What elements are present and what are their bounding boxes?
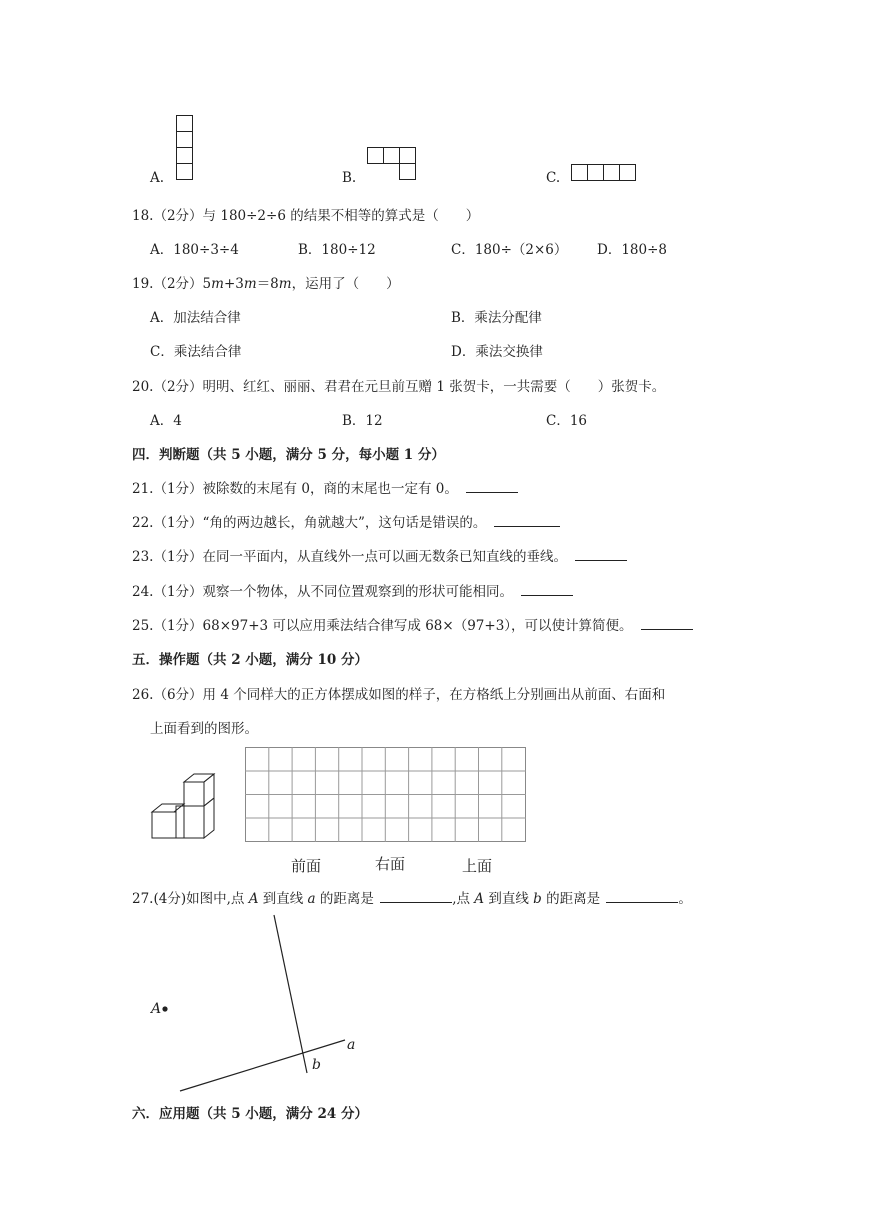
q23 bbox=[132, 545, 627, 565]
q27-text: 的距离是 bbox=[541, 891, 605, 907]
q19-var-m: m bbox=[211, 276, 224, 292]
q26-caption-top: 上面 bbox=[462, 857, 493, 875]
q27-stem bbox=[132, 887, 692, 907]
q27-var-b: b bbox=[533, 891, 542, 907]
q19-stem-suffix: ，运用了（ ） bbox=[291, 276, 400, 292]
q27-answer-blank-1[interactable] bbox=[380, 888, 452, 903]
q27-answer-blank-2[interactable] bbox=[606, 888, 678, 903]
q20-stem: 20.（2分）明明、红红、丽丽、君君在元旦前互赠 1 张贺卡，一共需要（ ）张贺卡。 bbox=[132, 379, 666, 395]
q26-cube-figure bbox=[150, 772, 220, 842]
section-5-title: 五．操作题（共 2 小题，满分 10 分） bbox=[132, 652, 368, 668]
q18-option-c: C．180÷（2×6） bbox=[451, 242, 568, 258]
q27-var-a: a bbox=[307, 891, 316, 907]
q27-var-A: A bbox=[474, 891, 485, 907]
q17-option-c-label: C. bbox=[546, 170, 561, 186]
q17-option-b-figure bbox=[367, 147, 419, 183]
q27-text: 到直线 bbox=[258, 891, 308, 907]
q19-stem-prefix: 19.（2分）5 bbox=[132, 276, 212, 292]
q26-stem-line2: 上面看到的图形。 bbox=[150, 721, 258, 737]
q20-option-a: A．4 bbox=[150, 413, 182, 429]
section-6-title: 六．应用题（共 5 小题，满分 24 分） bbox=[132, 1106, 368, 1122]
q18-option-d: D．180÷8 bbox=[597, 242, 667, 258]
q18-option-b: B．180÷12 bbox=[298, 242, 376, 258]
q27-var-A: A bbox=[248, 891, 259, 907]
q19-stem-plus: +3 bbox=[223, 276, 244, 292]
q25-answer-blank[interactable] bbox=[641, 615, 693, 630]
q25-text: 25.（1分）68×97+3 可以应用乘法结合律写成 68×（97+3），可以使计算简便。 bbox=[132, 618, 633, 634]
q22-answer-blank[interactable] bbox=[494, 512, 560, 527]
q23-answer-blank[interactable] bbox=[575, 546, 627, 561]
q19-stem bbox=[132, 272, 400, 292]
q25 bbox=[132, 614, 693, 634]
q27-label-b: b bbox=[312, 1057, 321, 1073]
q17-option-b-label: B. bbox=[342, 170, 357, 186]
q24-answer-blank[interactable] bbox=[521, 581, 573, 596]
q19-var-m: m bbox=[278, 276, 292, 292]
q19-var-m: m bbox=[243, 276, 257, 292]
q24 bbox=[132, 580, 573, 600]
q23-text: 23.（1分）在同一平面内，从直线外一点可以画无数条已知直线的垂线。 bbox=[132, 549, 568, 565]
q27-label-A: A bbox=[151, 1001, 162, 1017]
q27-text: ,点 bbox=[452, 891, 475, 907]
q20-option-b: B．12 bbox=[342, 413, 383, 429]
q27-label-a: a bbox=[347, 1037, 356, 1053]
q19-option-b: B．乘法分配律 bbox=[451, 310, 542, 326]
q17-option-a-figure bbox=[176, 115, 194, 183]
q26-stem-line1: 26.（6分）用 4 个同样大的正方体摆成如图的样子，在方格纸上分别画出从前面、右面和 bbox=[132, 687, 666, 703]
q18-option-a: A．180÷3÷4 bbox=[150, 242, 239, 258]
q27-text: 。 bbox=[678, 891, 692, 907]
q26-caption-front: 前面 bbox=[291, 857, 322, 875]
q26-grid-paper[interactable] bbox=[245, 747, 527, 843]
q19-option-a: A．加法结合律 bbox=[150, 310, 241, 326]
q18-stem: 18.（2分）与 180÷2÷6 的结果不相等的算式是（ ） bbox=[132, 208, 480, 224]
q17-option-c-figure bbox=[571, 164, 639, 184]
q21-answer-blank[interactable] bbox=[466, 478, 518, 493]
q21-text: 21.（1分）被除数的末尾有 0，商的末尾也一定有 0。 bbox=[132, 481, 458, 497]
q27-text: 到直线 bbox=[484, 891, 534, 907]
section-4-title: 四．判断题（共 5 小题，满分 5 分，每小题 1 分） bbox=[132, 447, 445, 463]
q21 bbox=[132, 477, 518, 497]
q26-caption-right: 右面 bbox=[375, 855, 406, 873]
q27-text: 的距离是 bbox=[315, 891, 379, 907]
q24-text: 24.（1分）观察一个物体，从不同位置观察到的形状可能相同。 bbox=[132, 584, 514, 600]
q17-option-a-label: A. bbox=[150, 170, 165, 186]
q22-text: 22.（1分）“角的两边越长，角就越大”，这句话是错误的。 bbox=[132, 515, 487, 531]
q19-stem-eq: ＝8 bbox=[256, 276, 279, 292]
q27-lines-figure bbox=[150, 915, 370, 1095]
q19-option-c: C．乘法结合律 bbox=[150, 344, 242, 360]
q20-option-c: C．16 bbox=[546, 413, 588, 429]
q19-option-d: D．乘法交换律 bbox=[451, 344, 543, 360]
q22 bbox=[132, 511, 560, 531]
q27-text: 27.(4分)如图中,点 bbox=[132, 891, 249, 907]
